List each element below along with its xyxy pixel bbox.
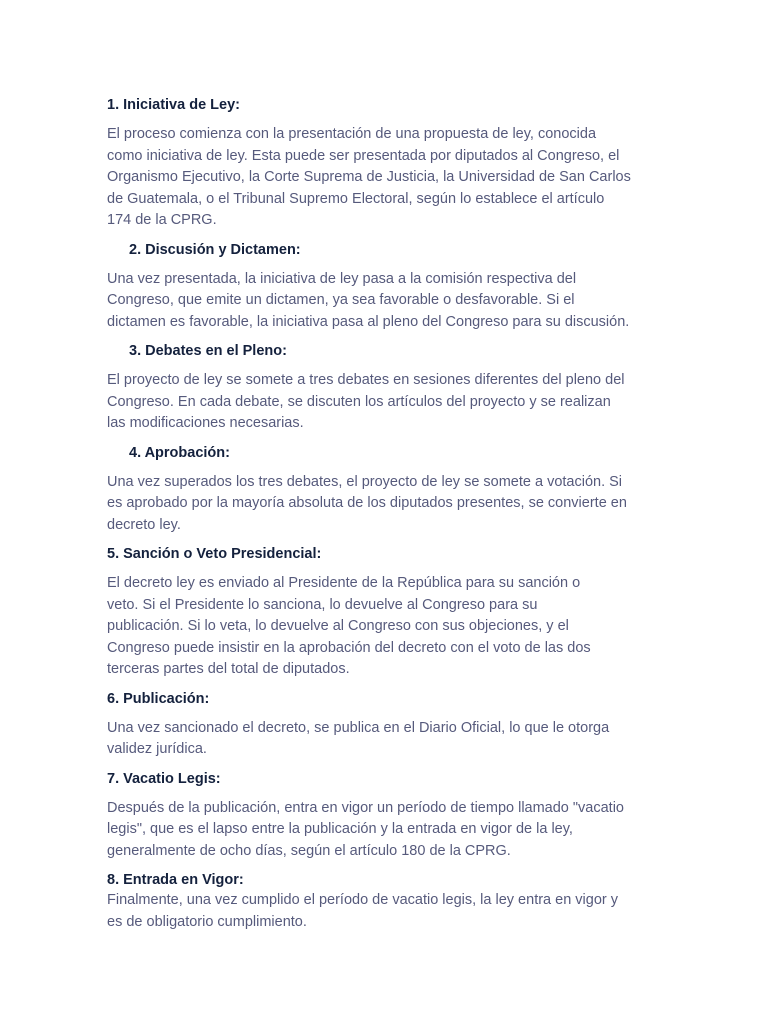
- section-sancion-o-veto: [107, 545, 667, 681]
- section-heading: 1. Iniciativa de Ley:: [107, 97, 240, 113]
- section-heading: 7. Vacatio Legis:: [107, 770, 221, 787]
- paragraph-line: Congreso, que emite un dictamen, ya sea favorable o desfavorable. Si el: [107, 292, 575, 308]
- paragraph-line: es aprobado por la mayoría absoluta de los diputados presentes, se convierte en: [107, 495, 627, 511]
- section-paragraph: [107, 718, 667, 761]
- section-heading: 6. Publicación:: [107, 690, 210, 707]
- paragraph-line: terceras partes del total de diputados.: [107, 661, 350, 677]
- section-entrada-en-vigor: [107, 871, 667, 933]
- paragraph-line: publicación. Si lo veta, lo devuelve al Congreso con sus objeciones, y el: [107, 618, 569, 634]
- paragraph-line: legis", que es el lapso entre la publicación y la entrada en vigor de la ley,: [107, 821, 573, 837]
- paragraph-line: las modificaciones necesarias.: [107, 415, 304, 431]
- paragraph-line: Congreso puede insistir en la aprobación del decreto con el voto de las dos: [107, 639, 591, 656]
- section-paragraph: [107, 573, 667, 681]
- section-debates-en-el-pleno: [107, 342, 667, 435]
- paragraph-line: Una vez superados los tres debates, el proyecto de ley se somete a votación. Si: [107, 473, 623, 490]
- paragraph-line: Una vez presentada, la iniciativa de ley pasa a la comisión respectiva del: [107, 270, 577, 287]
- paragraph-line: Congreso. En cada debate, se discuten los artículos del proyecto y se realizan: [107, 393, 611, 410]
- paragraph-line: El decreto ley es enviado al Presidente de la República para su sanción o: [107, 575, 581, 591]
- paragraph-line: 174 de la CPRG.: [107, 212, 217, 228]
- section-heading: 2. Discusión y Dictamen:: [129, 241, 301, 258]
- document-page: [107, 96, 667, 933]
- section-heading: 3. Debates en el Pleno:: [129, 343, 287, 359]
- section-discusion-y-dictamen: [107, 241, 667, 334]
- section-paragraph: [107, 124, 667, 232]
- paragraph-line: dictamen es favorable, la iniciativa pasa al pleno del Congreso para su discusión.: [107, 313, 630, 330]
- section-vacatio-legis: [107, 770, 667, 863]
- paragraph-line: de Guatemala, o el Tribunal Supremo Electoral, según lo establece el artículo: [107, 190, 605, 207]
- section-paragraph: [107, 890, 667, 933]
- paragraph-line: Finalmente, una vez cumplido el período de vacatio legis, la ley entra en vigor y: [107, 892, 619, 908]
- section-heading: 4. Aprobación:: [129, 444, 230, 461]
- section-heading: 8. Entrada en Vigor:: [107, 872, 244, 888]
- paragraph-line: como iniciativa de ley. Esta puede ser presentada por diputados al Congreso, el: [107, 147, 620, 164]
- section-paragraph: [107, 370, 667, 435]
- paragraph-line: Una vez sancionado el decreto, se publica en el Diario Oficial, lo que le otorga: [107, 719, 610, 736]
- paragraph-line: El proyecto de ley se somete a tres debates en sesiones diferentes del pleno del: [107, 372, 625, 388]
- paragraph-line: veto. Si el Presidente lo sanciona, lo devuelve al Congreso para su: [107, 596, 538, 613]
- paragraph-line: decreto ley.: [107, 516, 181, 533]
- section-publicacion: [107, 690, 667, 761]
- section-paragraph: [107, 798, 667, 863]
- paragraph-line: El proceso comienza con la presentación de una propuesta de ley, conocida: [107, 126, 597, 142]
- paragraph-line: es de obligatorio cumplimiento.: [107, 913, 307, 930]
- paragraph-line: generalmente de ocho días, según el artículo 180 de la CPRG.: [107, 842, 511, 859]
- section-iniciativa-de-ley: [107, 96, 667, 232]
- section-aprobacion: [107, 444, 667, 537]
- section-heading: 5. Sanción o Veto Presidencial:: [107, 546, 322, 562]
- section-paragraph: [107, 472, 667, 537]
- paragraph-line: Organismo Ejecutivo, la Corte Suprema de Justicia, la Universidad de San Carlos: [107, 169, 631, 185]
- section-paragraph: [107, 269, 667, 334]
- paragraph-line: Después de la publicación, entra en vigor un período de tiempo llamado "vacatio: [107, 799, 624, 816]
- paragraph-line: validez jurídica.: [107, 741, 207, 757]
